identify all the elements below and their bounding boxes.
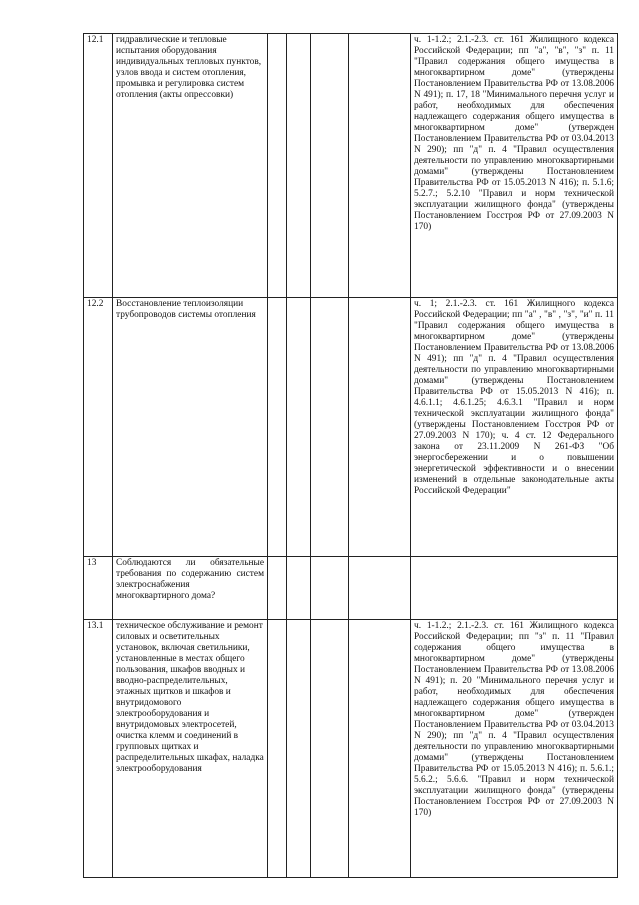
answer-yes-cell <box>268 298 287 557</box>
answer-yes-cell <box>268 620 287 878</box>
table-row <box>84 298 618 557</box>
answer-yes-cell <box>268 557 287 620</box>
comment-cell <box>349 620 411 878</box>
requirement-text: гидравлические и тепловые испытания оборудования индивидуальных тепловых пунктов, узлов ввода и систем отопления, промывка и регулировка систем отопления (акты опрессовки) <box>113 34 268 298</box>
legal-basis-text: ч. 1; 2.1.-2.3. ст. 161 Жилищного кодекса Российской Федерации; пп "а" , "в" , "з", "и" п. 11 "Правил содержания общего имущества в многоквартирном доме" (утверждены Постановлением Правительства РФ от 13.08.2006 N 491); пп "д" п. 4 "Правил осуществления деятельности по управлению многоквартирными домами" (утверждены Постановлением Правительства РФ от 15.05.2013 N 416); п. 4.6.1.1; 4.6.1.25; 4.6.3.1 "Правил и норм технической эксплуатации жилищного фонда" (утверждены Постановлением Госстроя РФ от 27.09.2003 N 170); ч. 4 ст. 12 Федерального закона от 23.11.2009 N 261-ФЗ "Об энергосбережении и о повышении энергетической эффективности и о внесении изменений в отдельные законодательные акты Российской Федерации" <box>411 298 618 557</box>
answer-no-cell <box>287 298 311 557</box>
requirement-text: Восстановление теплоизоляции трубопроводов системы отопления <box>113 298 268 557</box>
comment-cell <box>349 298 411 557</box>
answer-no-cell <box>287 557 311 620</box>
table-row <box>84 557 618 620</box>
answer-na-cell <box>311 34 349 298</box>
table-row <box>84 620 618 878</box>
row-number: 12.1 <box>84 34 113 298</box>
table-row <box>84 34 618 298</box>
row-number: 13.1 <box>84 620 113 878</box>
comment-cell <box>349 34 411 298</box>
answer-no-cell <box>287 34 311 298</box>
requirement-text: техническое обслуживание и ремонт силовых и осветительных установок, включая светильники, установленные в местах общего пользования, шкафов вводных и вводно-распределительных, этажных щитков и шкафов и внутридомового электрооборудования и внутридомовых электросетей, очистка клемм и соединений в групповых щитках и распределительных шкафах, наладка электрооборудования <box>113 620 268 878</box>
answer-no-cell <box>287 620 311 878</box>
row-number: 12.2 <box>84 298 113 557</box>
answer-yes-cell <box>268 34 287 298</box>
answer-na-cell <box>311 620 349 878</box>
answer-na-cell <box>311 557 349 620</box>
row-number: 13 <box>84 557 113 620</box>
legal-basis-text: ч. 1-1.2.; 2.1.-2.3. ст. 161 Жилищного кодекса Российской Федерации; пп "а", "в", "з" п. 11 "Правил содержания общего имущества в многоквартирном доме" (утверждены Постановлением Правительства РФ от 13.08.2006 N 491); п. 17, 18 "Минимального перечня услуг и работ, необходимых для обеспечения надлежащего содержания общего имущества в многоквартирном доме" (утвержден Постановлением Правительства РФ от 03.04.2013 N 290); пп "д" п. 4 "Правил осуществления деятельности по управлению многоквартирными домами" (утверждены Постановлением Правительства РФ от 15.05.2013 N 416); п. 5.1.6; 5.2.7.; 5.2.10 "Правил и норм технической эксплуатации жилищного фонда" (утверждены Постановлением Госстроя РФ от 27.09.2003 N 170) <box>411 34 618 298</box>
legal-basis-text: ч. 1-1.2.; 2.1.-2.3. ст. 161 Жилищного кодекса Российской Федерации; пп "з" п. 11 "Правил содержания общего имущества в многоквартирном доме" (утверждены Постановлением Правительства РФ от 13.08.2006 N 491); п. 20 "Минимального перечня услуг и работ, необходимых для обеспечения надлежащего содержания общего имущества в многоквартирном доме" (утвержден Постановлением Правительства РФ от 03.04.2013 N 290); пп "д" п. 4 "Правил осуществления деятельности по управлению многоквартирными домами" (утверждены Постановлением Правительства РФ от 15.05.2013 N 416); п. 5.6.1.; 5.6.2.; 5.6.6. "Правил и норм технической эксплуатации жилищного фонда" (утверждены Постановлением Госстроя РФ от 27.09.2003 N 170) <box>411 620 618 878</box>
checklist-table <box>83 33 618 878</box>
legal-basis-text <box>411 557 618 620</box>
comment-cell <box>349 557 411 620</box>
answer-na-cell <box>311 298 349 557</box>
requirement-text: Соблюдаются ли обязательные требования по содержанию систем электроснабжения многоквартирного дома? <box>113 557 268 620</box>
